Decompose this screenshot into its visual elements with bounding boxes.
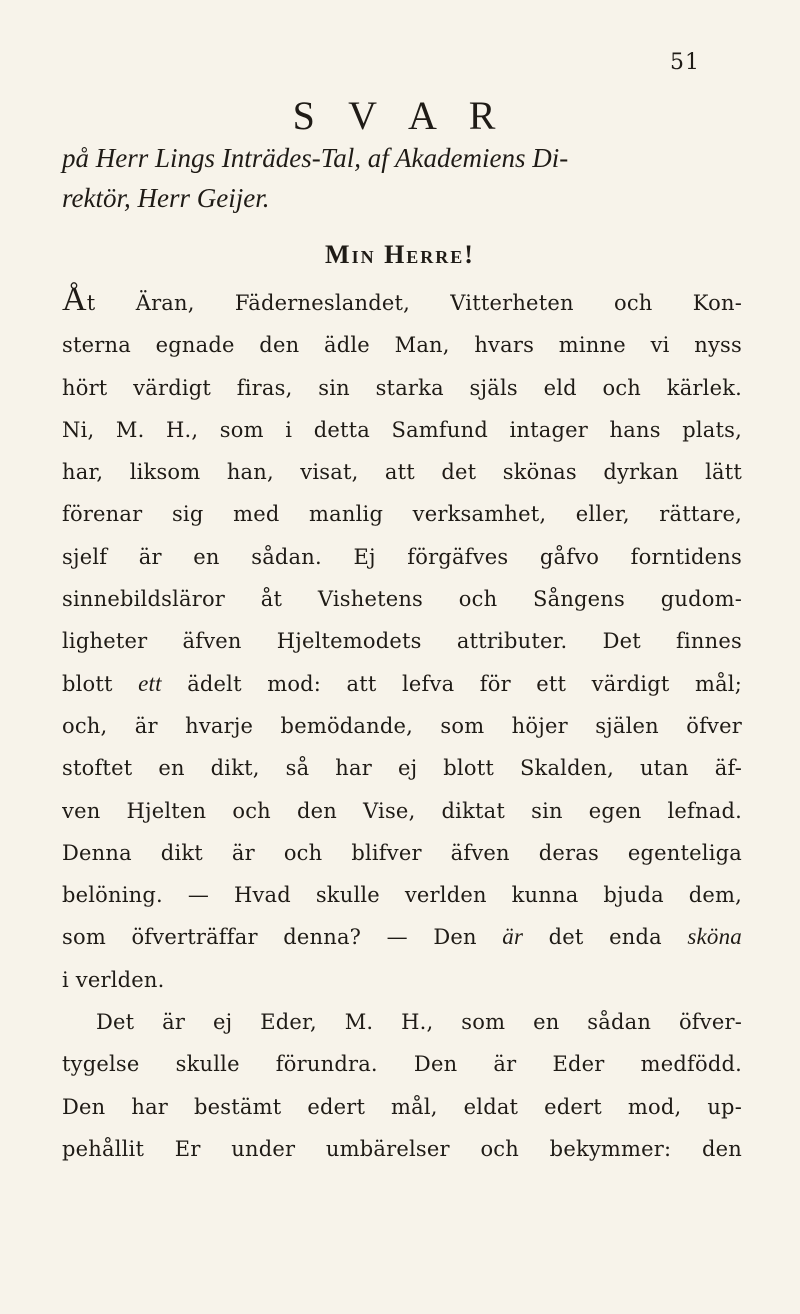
text-line: förenar sig med manlig verksamhet, eller, rättare, (62, 502, 742, 527)
emphasis: sköna (687, 924, 742, 950)
text-segment: det enda (523, 925, 688, 950)
text-line (62, 916, 742, 958)
text-segment: som öfverträffar denna? — Den (62, 925, 503, 950)
subtitle (62, 138, 752, 218)
text-line-content: t Äran, Fäderneslandet, Vitterheten och Kon- (86, 291, 742, 315)
text-line: har, liksom han, visat, att det skönas dyrkan lätt (62, 460, 742, 485)
text-segment: ädelt mod: att lefva för ett värdigt mål; (161, 671, 742, 696)
text-line (62, 282, 742, 324)
text-line: Det är ej Eder, M. H., som en sådan öfver- (96, 1010, 742, 1035)
body-text (62, 282, 742, 1170)
text-line: Den har bestämt edert mål, eldat edert mod, up- (62, 1094, 742, 1119)
drop-cap: Å (62, 282, 87, 318)
page-title: S V A R (292, 93, 508, 138)
subtitle-line-2: rektör, Herr Geijer. (62, 183, 270, 213)
text-segment: blott (62, 671, 139, 696)
text-line: Ni, M. H., som i detta Samfund intager hans plats, (62, 417, 742, 442)
subtitle-line-1: på Herr Lings Inträdes-Tal, af Akademiens Di- (62, 143, 569, 173)
emphasis: ett (138, 670, 162, 696)
text-line: ligheter äfven Hjeltemodets attributer. Det finnes (62, 629, 742, 654)
text-line: sterna egnade den ädle Man, hvars minne vi nyss (62, 333, 742, 358)
text-line: tygelse skulle förundra. Den är Eder medfödd. (62, 1052, 742, 1077)
text-line (62, 663, 742, 705)
text-line: pehållit Er under umbärelser och bekymmer: den (62, 1136, 742, 1161)
text-line: i verlden. (62, 967, 165, 992)
text-line: Denna dikt är och blifver äfven deras egenteliga (62, 840, 742, 865)
text-line: sinnebildsläror åt Vishetens och Sångens gudom- (62, 587, 742, 612)
page-number: 51 (670, 50, 700, 75)
text-line: och, är hvarje bemödande, som höjer själen öfver (62, 713, 742, 738)
emphasis: är (502, 924, 524, 950)
text-line: ven Hjelten och den Vise, diktat sin egen lefnad. (62, 798, 742, 823)
text-line: belöning. — Hvad skulle verlden kunna bjuda dem, (62, 883, 742, 908)
text-line: sjelf är en sådan. Ej förgäfves gåfvo forntidens (62, 544, 742, 569)
text-line: stoftet en dikt, så har ej blott Skalden, utan äf- (62, 756, 742, 781)
text-line: hört värdigt firas, sin starka själs eld och kärlek. (62, 375, 742, 400)
salutation: Min Herre! (325, 240, 475, 269)
